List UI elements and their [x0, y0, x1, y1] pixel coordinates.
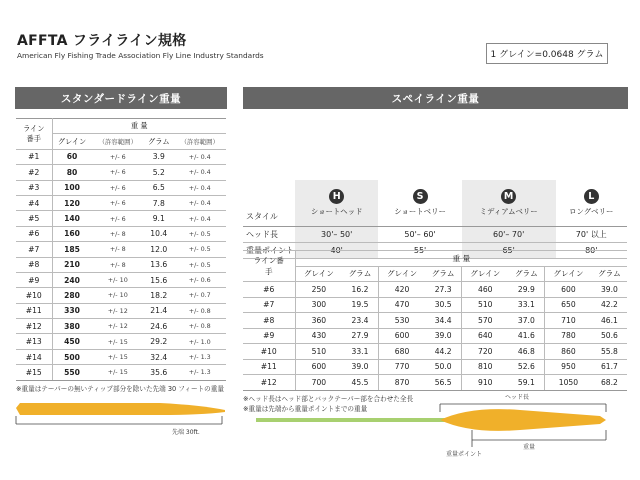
grain-cell: 600 — [378, 328, 425, 344]
gram-cell: 12.0 — [144, 242, 173, 257]
gram-cell: 29.9 — [509, 282, 545, 298]
grain-tolerance-cell: +/- 15 — [92, 365, 145, 380]
gram-cell: 3.9 — [144, 149, 173, 164]
head-length-diagram-label: ヘッド長 — [505, 394, 530, 401]
standard-line-body — [16, 403, 225, 415]
gram-cell: 35.6 — [144, 365, 173, 380]
gram-cell: 56.5 — [425, 375, 461, 391]
gram-cell: 24.6 — [144, 319, 173, 334]
grain-cell: 700 — [295, 375, 342, 391]
grain-cell: 650 — [545, 297, 592, 313]
grain-cell: 330 — [52, 303, 92, 318]
line-number-cell: #7 — [16, 242, 52, 257]
col-grain-tolerance: （許容範囲） — [92, 134, 145, 149]
type-letter-badge: M — [501, 189, 516, 204]
grain-cell: 120 — [52, 195, 92, 210]
gram-cell: 68.2 — [592, 375, 627, 391]
gram-tolerance-cell: +/- 0.5 — [173, 242, 226, 257]
gram-cell: 52.6 — [509, 359, 545, 375]
gram-cell: 16.2 — [342, 282, 378, 298]
grain-cell: 280 — [52, 288, 92, 303]
line-number-cell: #6 — [243, 282, 295, 298]
gram-cell: 44.2 — [425, 344, 461, 360]
grain-tolerance-cell: +/- 6 — [92, 211, 145, 226]
grain-tolerance-cell: +/- 12 — [92, 303, 145, 318]
col-gram-tolerance: （許容範囲） — [173, 134, 226, 149]
head-length-l: 70' 以上 — [556, 226, 627, 242]
line-number-cell: #10 — [243, 344, 295, 360]
col-grain: グレイン — [52, 134, 92, 149]
grain-tolerance-cell: +/- 8 — [92, 242, 145, 257]
grain-cell: 510 — [295, 344, 342, 360]
gram-cell: 7.8 — [144, 195, 173, 210]
standard-line-label: 先端 30ft. — [172, 429, 200, 436]
gram-cell: 33.1 — [342, 344, 378, 360]
grain-cell: 140 — [52, 211, 92, 226]
gram-cell: 34.4 — [425, 313, 461, 329]
grain-tolerance-cell: +/- 6 — [92, 180, 145, 195]
spey-heading: スペイライン重量 — [243, 87, 628, 109]
head-length-m: 60'– 70' — [462, 226, 556, 242]
line-number-cell: #4 — [16, 195, 52, 210]
line-number-cell: #14 — [16, 349, 52, 364]
spey-col-gram: グラム — [342, 266, 378, 282]
gram-cell: 10.4 — [144, 226, 173, 241]
style-label: スタイル — [246, 211, 278, 221]
grain-cell: 185 — [52, 242, 92, 257]
gram-tolerance-cell: +/- 0.4 — [173, 211, 226, 226]
col-line-number: ライン番手 — [16, 119, 52, 150]
grain-cell: 250 — [295, 282, 342, 298]
gram-tolerance-cell: +/- 1.0 — [173, 334, 226, 349]
standard-heading: スタンダードライン重量 — [15, 87, 227, 109]
grain-cell: 420 — [378, 282, 425, 298]
grain-cell: 600 — [295, 359, 342, 375]
gram-tolerance-cell: +/- 0.4 — [173, 149, 226, 164]
gram-tolerance-cell: +/- 1.3 — [173, 365, 226, 380]
weight-point-m: 65' — [462, 242, 556, 258]
grain-cell: 430 — [295, 328, 342, 344]
spey-col-gram: グラム — [592, 266, 627, 282]
line-number-cell: #12 — [243, 375, 295, 391]
grain-tolerance-cell: +/- 6 — [92, 165, 145, 180]
page-subtitle: American Fly Fishing Trade Association Fly Line Industry Standards — [17, 51, 264, 60]
head-length-s: 50'– 60' — [378, 226, 461, 242]
grain-cell: 530 — [378, 313, 425, 329]
gram-cell: 46.1 — [592, 313, 627, 329]
line-number-cell: #9 — [16, 272, 52, 287]
type-name: ミディアムベリー — [479, 206, 538, 216]
standard-line-diagram — [16, 403, 225, 436]
running-line — [256, 418, 456, 422]
grain-cell: 910 — [461, 375, 508, 391]
line-number-cell: #9 — [243, 328, 295, 344]
grain-tolerance-cell: +/- 12 — [92, 319, 145, 334]
type-name: ロングベリー — [569, 206, 614, 216]
grain-cell: 460 — [461, 282, 508, 298]
gram-tolerance-cell: +/- 0.4 — [173, 195, 226, 210]
gram-cell: 55.8 — [592, 344, 627, 360]
standard-note: ※重量はテーパーの無いティップ部分を除いた先端 30 フィートの重量 — [16, 385, 224, 393]
gram-cell: 39.0 — [592, 282, 627, 298]
type-letter-badge: H — [329, 189, 344, 204]
gram-cell: 37.0 — [509, 313, 545, 329]
weight-point-h: 40' — [295, 242, 378, 258]
gram-cell: 13.6 — [144, 257, 173, 272]
weight-diagram-label: 重量 — [523, 444, 536, 451]
col-gram: グラム — [144, 134, 173, 149]
gram-cell: 42.2 — [592, 297, 627, 313]
grain-cell: 810 — [461, 359, 508, 375]
gram-cell: 46.8 — [509, 344, 545, 360]
line-number-cell: #13 — [16, 334, 52, 349]
gram-tolerance-cell: +/- 0.8 — [173, 319, 226, 334]
gram-tolerance-cell: +/- 0.6 — [173, 272, 226, 287]
page-title: AFFTA フライライン規格 — [17, 33, 187, 49]
line-number-cell: #11 — [16, 303, 52, 318]
gram-cell: 29.2 — [144, 334, 173, 349]
grain-cell: 770 — [378, 359, 425, 375]
gram-tolerance-cell: +/- 0.7 — [173, 288, 226, 303]
line-number-cell: #2 — [16, 165, 52, 180]
grain-tolerance-cell: +/- 15 — [92, 349, 145, 364]
gram-cell: 61.7 — [592, 359, 627, 375]
spey-col-weight: 重 量 — [295, 251, 627, 267]
line-number-cell: #8 — [243, 313, 295, 329]
spey-head — [440, 409, 606, 431]
gram-tolerance-cell: +/- 0.5 — [173, 226, 226, 241]
gram-cell: 23.4 — [342, 313, 378, 329]
line-number-cell: #5 — [16, 211, 52, 226]
line-number-cell: #10 — [16, 288, 52, 303]
spey-col-grain: グレイン — [545, 266, 592, 282]
head-length-h: 30'– 50' — [295, 226, 378, 242]
gram-cell: 39.0 — [342, 359, 378, 375]
grain-cell: 720 — [461, 344, 508, 360]
gram-tolerance-cell: +/- 1.3 — [173, 349, 226, 364]
grain-cell: 100 — [52, 180, 92, 195]
gram-cell: 18.2 — [144, 288, 173, 303]
gram-cell: 27.3 — [425, 282, 461, 298]
grain-tolerance-cell: +/- 8 — [92, 226, 145, 241]
spey-col-grain: グレイン — [295, 266, 342, 282]
gram-cell: 32.4 — [144, 349, 173, 364]
spey-line-diagram — [256, 393, 606, 458]
grain-cell: 300 — [295, 297, 342, 313]
gram-cell: 27.9 — [342, 328, 378, 344]
grain-cell: 780 — [545, 328, 592, 344]
grain-cell: 510 — [461, 297, 508, 313]
line-number-cell: #12 — [16, 319, 52, 334]
grain-cell: 80 — [52, 165, 92, 180]
grain-cell: 710 — [545, 313, 592, 329]
grain-cell: 500 — [52, 349, 92, 364]
gram-cell: 15.6 — [144, 272, 173, 287]
grain-cell: 470 — [378, 297, 425, 313]
grain-cell: 600 — [545, 282, 592, 298]
spey-note-head-length: ※ヘッド長はヘッド部とバックテーパー部を合わせた全長 — [243, 395, 414, 403]
grain-cell: 240 — [52, 272, 92, 287]
gram-cell: 50.0 — [425, 359, 461, 375]
grain-cell: 570 — [461, 313, 508, 329]
type-name: ショートヘッド — [310, 206, 363, 216]
grain-cell: 60 — [52, 149, 92, 164]
line-number-cell: #15 — [16, 365, 52, 380]
grain-cell: 550 — [52, 365, 92, 380]
grain-cell: 680 — [378, 344, 425, 360]
grain-cell: 160 — [52, 226, 92, 241]
gram-cell: 21.4 — [144, 303, 173, 318]
spey-col-line-number: ライン番手 — [243, 251, 295, 282]
gram-cell: 5.2 — [144, 165, 173, 180]
grain-tolerance-cell: +/- 6 — [92, 195, 145, 210]
grain-cell: 860 — [545, 344, 592, 360]
gram-tolerance-cell: +/- 0.5 — [173, 257, 226, 272]
grain-cell: 210 — [52, 257, 92, 272]
gram-cell: 30.5 — [425, 297, 461, 313]
gram-tolerance-cell: +/- 0.4 — [173, 165, 226, 180]
line-number-cell: #8 — [16, 257, 52, 272]
type-letter-badge: L — [584, 189, 599, 204]
gram-cell: 9.1 — [144, 211, 173, 226]
spey-col-gram: グラム — [509, 266, 545, 282]
grain-tolerance-cell: +/- 10 — [92, 272, 145, 287]
type-name: ショートベリー — [394, 206, 446, 216]
grain-tolerance-cell: +/- 8 — [92, 257, 145, 272]
gram-cell: 19.5 — [342, 297, 378, 313]
weight-point-label: 重量ポイント — [243, 242, 295, 258]
col-weight: 重 量 — [52, 119, 226, 134]
line-number-cell: #1 — [16, 149, 52, 164]
spey-note-weight: ※重量は先端から重量ポイントまでの重量 — [243, 405, 368, 413]
grain-tolerance-cell: +/- 10 — [92, 288, 145, 303]
grain-cell: 450 — [52, 334, 92, 349]
grain-tolerance-cell: +/- 15 — [92, 334, 145, 349]
grain-cell: 640 — [461, 328, 508, 344]
grain-tolerance-cell: +/- 6 — [92, 149, 145, 164]
type-letter-badge: S — [413, 189, 428, 204]
gram-cell: 45.5 — [342, 375, 378, 391]
grain-cell: 360 — [295, 313, 342, 329]
line-number-cell: #6 — [16, 226, 52, 241]
spey-col-grain: グレイン — [378, 266, 425, 282]
grain-cell: 950 — [545, 359, 592, 375]
grain-cell: 870 — [378, 375, 425, 391]
gram-cell: 50.6 — [592, 328, 627, 344]
weight-point-l: 80' — [556, 242, 627, 258]
grain-cell: 1050 — [545, 375, 592, 391]
line-number-cell: #7 — [243, 297, 295, 313]
gram-cell: 39.0 — [425, 328, 461, 344]
gram-cell: 33.1 — [509, 297, 545, 313]
spey-col-grain: グレイン — [461, 266, 508, 282]
line-number-cell: #3 — [16, 180, 52, 195]
weight-point-s: 55' — [378, 242, 461, 258]
head-length-label: ヘッド長 — [243, 226, 295, 242]
line-number-cell: #11 — [243, 359, 295, 375]
grain-conversion-note: 1 グレイン=0.0648 グラム — [486, 43, 608, 64]
weight-point-diagram-label: 重量ポイント — [446, 451, 483, 458]
grain-cell: 380 — [52, 319, 92, 334]
gram-tolerance-cell: +/- 0.8 — [173, 303, 226, 318]
gram-cell: 41.6 — [509, 328, 545, 344]
gram-tolerance-cell: +/- 0.4 — [173, 180, 226, 195]
gram-cell: 59.1 — [509, 375, 545, 391]
spey-col-gram: グラム — [425, 266, 461, 282]
gram-cell: 6.5 — [144, 180, 173, 195]
